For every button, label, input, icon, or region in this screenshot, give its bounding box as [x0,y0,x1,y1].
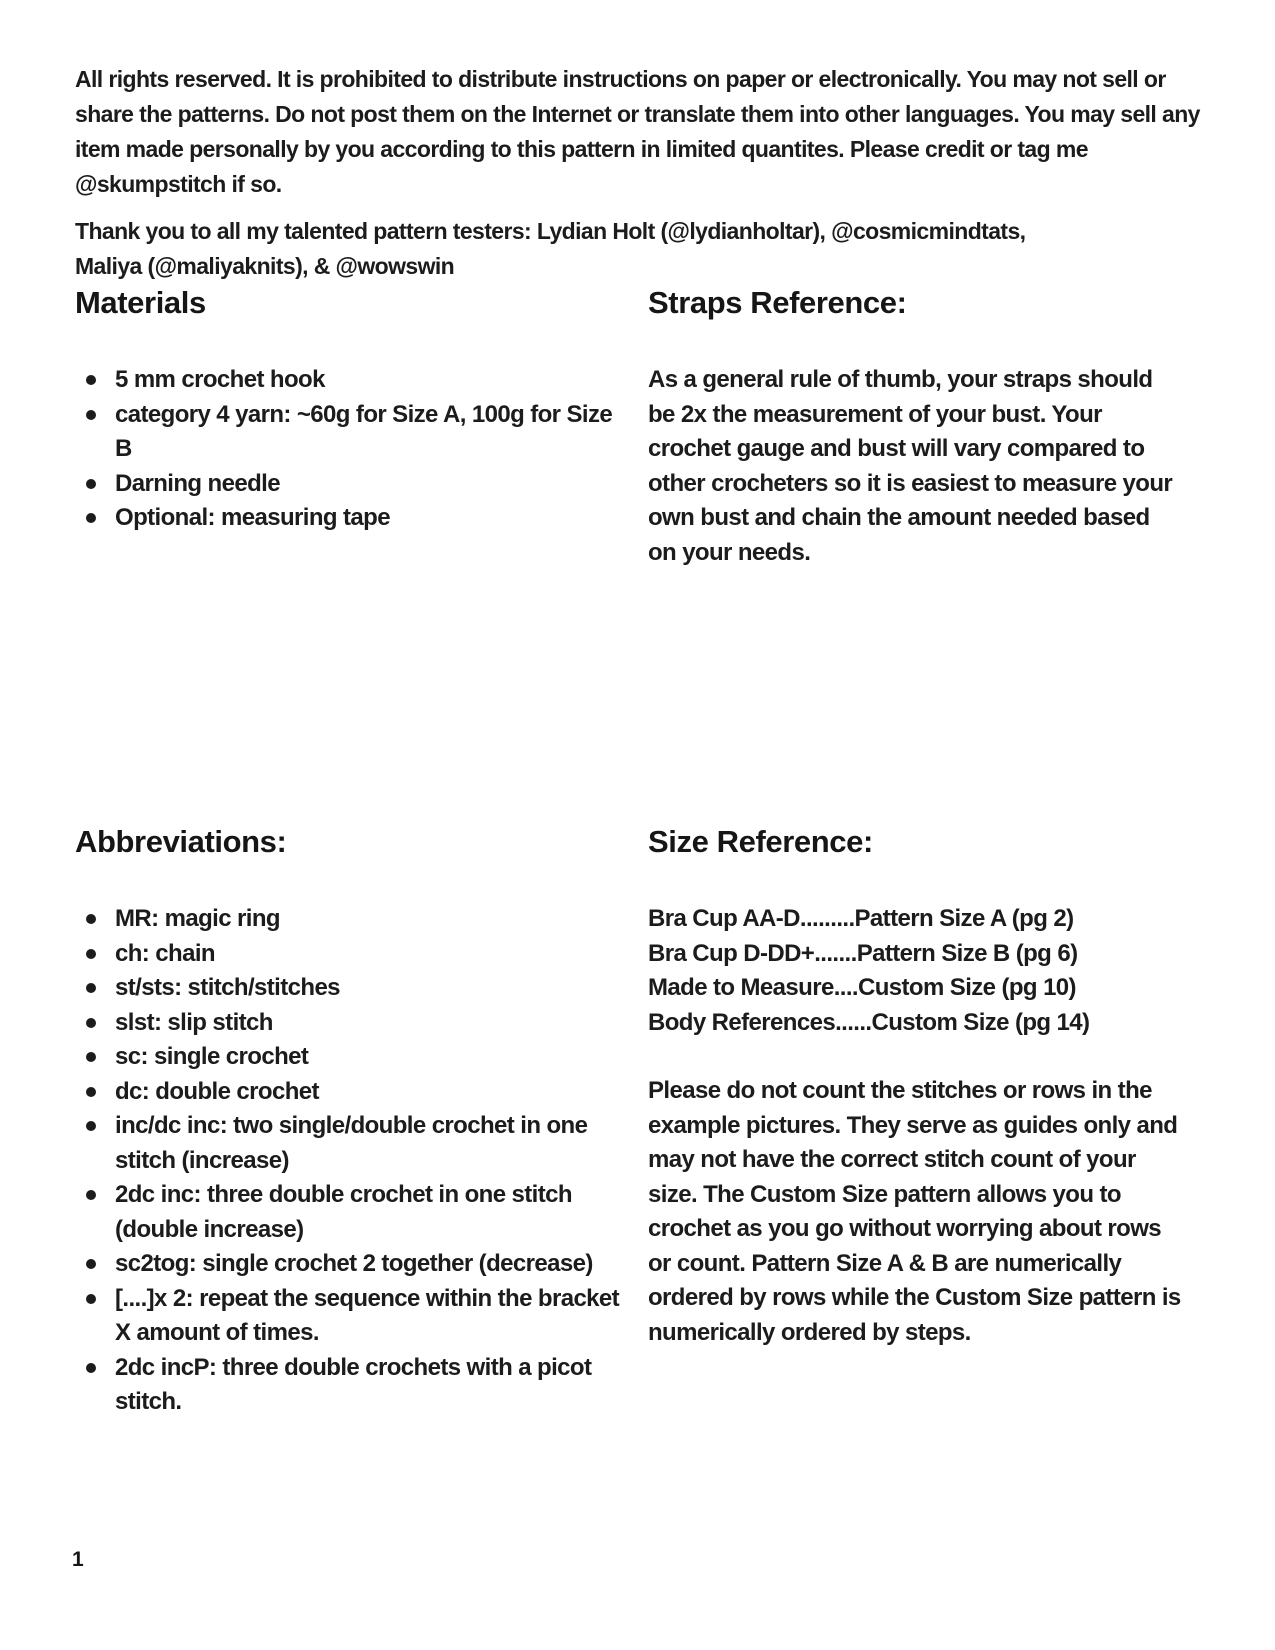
materials-item: Optional: measuring tape [75,501,625,536]
size-line: Bra Cup D-DD+.......Pattern Size B (pg 6) [648,939,1078,967]
abbreviation-item: dc: double crochet [75,1075,635,1110]
straps-reference-heading: Straps Reference: [648,285,907,320]
materials-item: 5 mm crochet hook [75,363,625,398]
abbreviation-item: [....]x 2: repeat the sequence within the bracket X amount of times. [75,1282,635,1351]
materials-item: Darning needle [75,467,625,502]
testers-paragraph: Thank you to all my talented pattern testers: Lydian Holt (@lydianholtar), @cosmicmindtats, Maliya (@maliyaknits), & @wowswin [75,218,1026,279]
page-number: 1 [72,1548,84,1571]
materials-item: category 4 yarn: ~60g for Size A, 100g for Size B [75,398,625,467]
abbreviation-item: inc/dc inc: two single/double crochet in one stitch (increase) [75,1109,635,1178]
abbreviations-list [75,902,635,1420]
materials-list [75,363,625,536]
materials-heading: Materials [75,285,206,320]
abbreviation-item: 2dc incP: three double crochets with a picot stitch. [75,1351,635,1420]
abbreviation-item: sc: single crochet [75,1040,635,1075]
size-reference-paragraph: Please do not count the stitches or rows in the example pictures. They serve as guides only and may not have the correct stitch count of your size. The Custom Size pattern allows you to crochet as you go without worrying about rows or count. Pattern Size A & B are numerically ordered by rows while the Custom Size pattern is numerically ordered by steps. [648,1077,1181,1346]
size-reference-section [648,822,1188,1350]
size-line: Made to Measure....Custom Size (pg 10) [648,974,1076,1001]
size-line: Bra Cup AA-D.........Pattern Size A (pg 2) [648,905,1074,932]
abbreviation-item: MR: magic ring [75,902,635,937]
copyright-paragraph: All rights reserved. It is prohibited to distribute instructions on paper or electronically. You may not sell or share the patterns. Do not post them on the Internet or translate them into other languages. You may sell any item made personally by you according to this pattern in limited quantites. Please credit or tag me @skumpstitch if so. [75,66,1200,197]
size-line: Body References......Custom Size (pg 14) [648,1008,1090,1036]
straps-reference-paragraph: As a general rule of thumb, your straps should be 2x the measurement of your bust. Your crochet gauge and bust will vary compared to other crocheters so it is easiest to measure your own bust and chain the amount needed based on your needs. [648,366,1173,566]
abbreviations-heading: Abbreviations: [75,824,287,859]
straps-reference-section [648,283,1183,570]
size-reference-table [648,902,1188,1040]
abbreviation-item: sc2tog: single crochet 2 together (decrease) [75,1247,635,1282]
materials-section [75,283,625,536]
abbreviation-item: st/sts: stitch/stitches [75,971,635,1006]
abbreviations-section [75,822,635,1420]
abbreviation-item: ch: chain [75,937,635,972]
abbreviation-item: 2dc inc: three double crochet in one stitch (double increase) [75,1178,635,1247]
size-reference-heading: Size Reference: [648,824,873,859]
abbreviation-item: slst: slip stitch [75,1006,635,1041]
